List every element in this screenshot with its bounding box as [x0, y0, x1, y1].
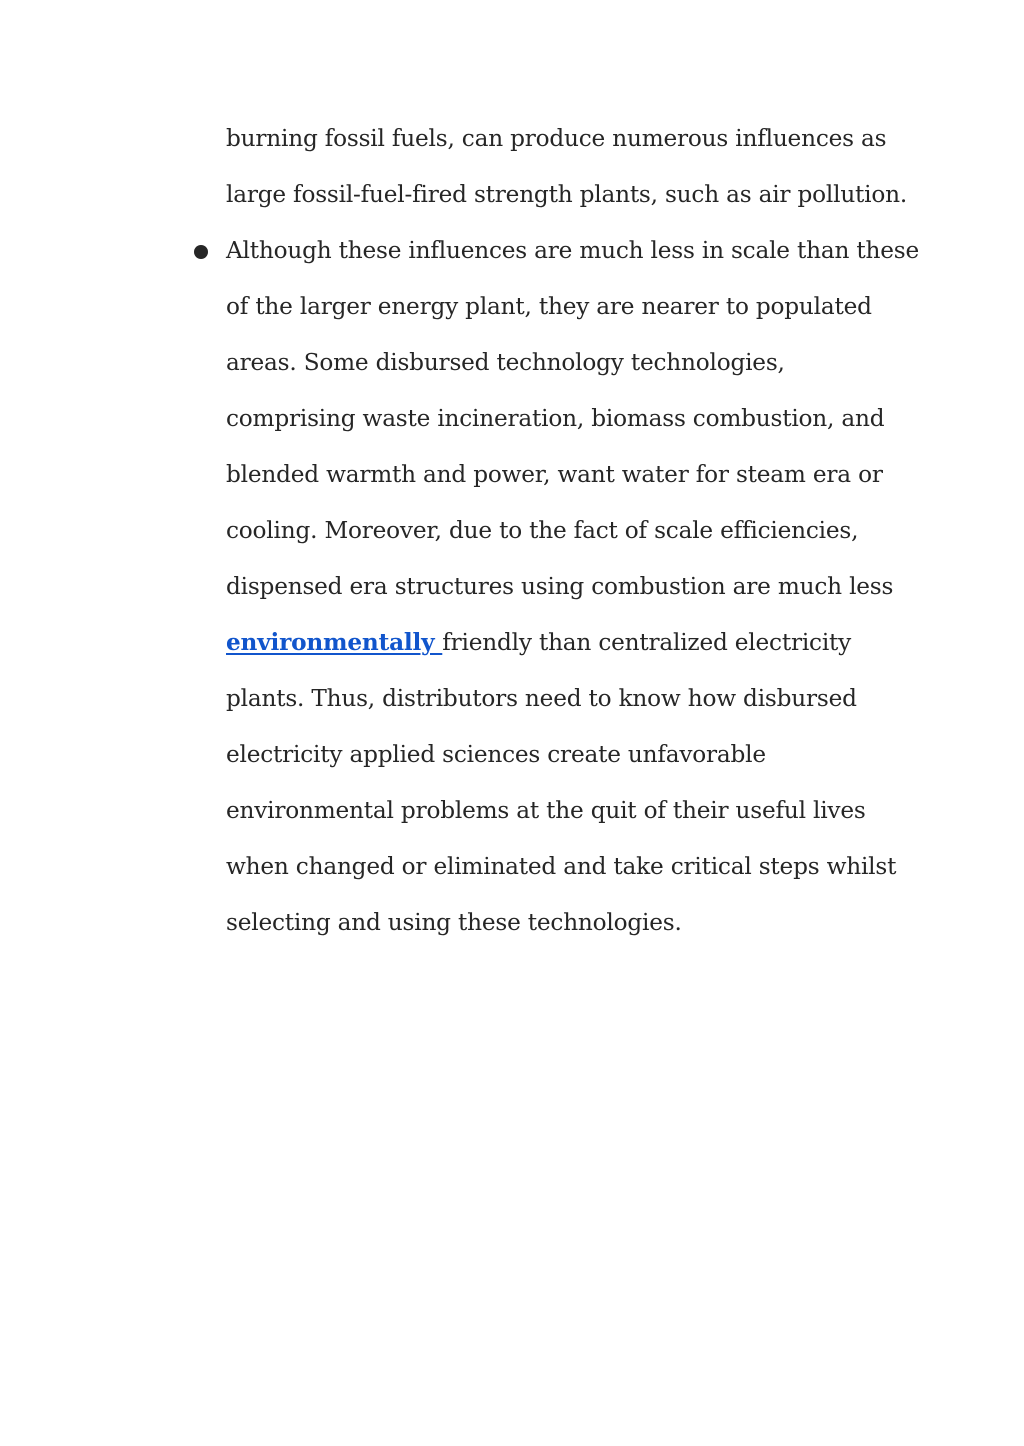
text-line: electricity applied sciences create unfavorable — [226, 741, 766, 768]
text-line: Although these influences are much less in scale than these — [226, 237, 919, 264]
text-line: blended warmth and power, want water for steam era or — [226, 461, 883, 488]
text-line-rest: friendly than centralized electricity — [442, 629, 852, 656]
text-line: of the larger energy plant, they are nearer to populated — [226, 293, 872, 320]
environmentally-link[interactable]: environmentally — [226, 629, 443, 656]
text-line: burning fossil fuels, can produce numerous influences as — [226, 125, 887, 152]
text-line: comprising waste incineration, biomass combustion, and — [226, 405, 885, 432]
text-line: large fossil-fuel-fired strength plants, such as air pollution. — [226, 181, 908, 208]
text-line: cooling. Moreover, due to the fact of scale efficiencies, — [226, 517, 859, 544]
text-line-with-link — [226, 628, 851, 658]
text-line: plants. Thus, distributors need to know how disbursed — [226, 685, 857, 712]
bullet-point — [194, 245, 208, 259]
text-line: dispensed era structures using combustion are much less — [226, 573, 894, 600]
text-line: environmental problems at the quit of their useful lives — [226, 797, 866, 824]
text-line: areas. Some disbursed technology technologies, — [226, 349, 785, 376]
text-line: when changed or eliminated and take critical steps whilst — [226, 853, 897, 880]
text-line: selecting and using these technologies. — [226, 909, 682, 936]
